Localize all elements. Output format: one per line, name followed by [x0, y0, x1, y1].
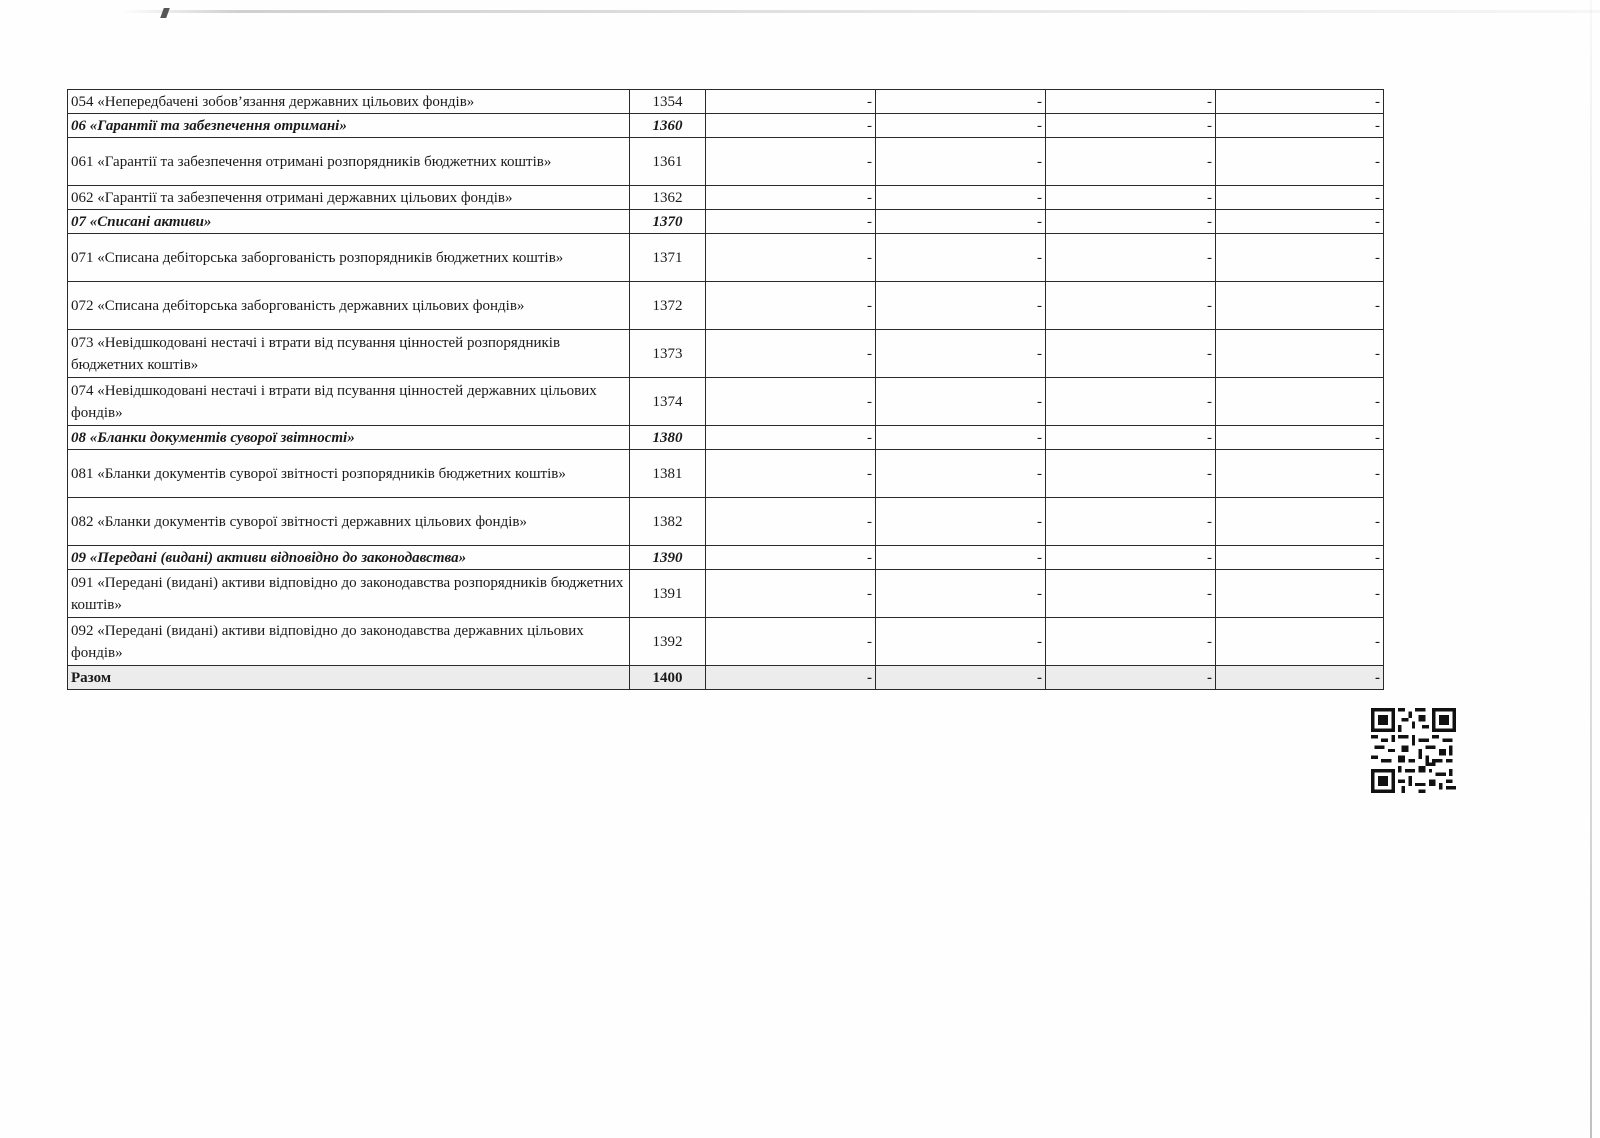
table-row: [68, 570, 1384, 618]
value-cell: -: [1046, 498, 1216, 546]
value-cell: -: [706, 114, 876, 138]
value-cell: -: [876, 210, 1046, 234]
value-cell: -: [706, 138, 876, 186]
line-code-cell: 1392: [630, 618, 706, 666]
value-cell: -: [1046, 210, 1216, 234]
value-cell: -: [706, 234, 876, 282]
table-row: [68, 450, 1384, 498]
line-code-cell: 1354: [630, 90, 706, 114]
value-cell: -: [876, 90, 1046, 114]
value-cell: -: [706, 618, 876, 666]
account-name-cell: 092 «Передані (видані) активи відповідно до законодавства державних цільових фондів»: [68, 618, 630, 666]
value-cell: -: [706, 546, 876, 570]
value-cell: -: [1216, 138, 1384, 186]
table-row: [68, 90, 1384, 114]
value-cell: -: [1046, 330, 1216, 378]
table-row: [68, 498, 1384, 546]
value-cell: -: [876, 450, 1046, 498]
account-name-cell: 082 «Бланки документів суворої звітності державних цільових фондів»: [68, 498, 630, 546]
table-row: [68, 330, 1384, 378]
account-name-cell: 091 «Передані (видані) активи відповідно до законодавства розпорядників бюджетних коштів»: [68, 570, 630, 618]
value-cell: -: [1216, 666, 1384, 690]
value-cell: -: [1216, 378, 1384, 426]
value-cell: -: [876, 378, 1046, 426]
scan-edge-top: [120, 10, 1600, 13]
account-name-cell: 054 «Непередбачені зобов’язання державних цільових фондів»: [68, 90, 630, 114]
table-row: [68, 282, 1384, 330]
group-row: [68, 210, 1384, 234]
line-code-cell: 1371: [630, 234, 706, 282]
value-cell: -: [876, 546, 1046, 570]
value-cell: -: [1046, 186, 1216, 210]
line-code-cell: 1373: [630, 330, 706, 378]
line-code-cell: 1361: [630, 138, 706, 186]
value-cell: -: [1216, 618, 1384, 666]
line-code-cell: 1382: [630, 498, 706, 546]
line-code-cell: 1362: [630, 186, 706, 210]
value-cell: -: [1046, 546, 1216, 570]
account-name-cell: 081 «Бланки документів суворої звітності розпорядників бюджетних коштів»: [68, 450, 630, 498]
value-cell: -: [876, 570, 1046, 618]
account-name-cell: 074 «Невідшкодовані нестачі і втрати від псування цінностей державних цільових фондів»: [68, 378, 630, 426]
value-cell: -: [876, 666, 1046, 690]
group-row: [68, 546, 1384, 570]
table-row: [68, 186, 1384, 210]
account-name-cell: 062 «Гарантії та забезпечення отримані державних цільових фондів»: [68, 186, 630, 210]
line-code-cell: 1391: [630, 570, 706, 618]
value-cell: -: [1046, 426, 1216, 450]
value-cell: -: [706, 498, 876, 546]
value-cell: -: [1046, 282, 1216, 330]
value-cell: -: [706, 450, 876, 498]
table-row: [68, 618, 1384, 666]
value-cell: -: [1046, 666, 1216, 690]
table-row: [68, 378, 1384, 426]
value-cell: -: [876, 618, 1046, 666]
line-code-cell: 1360: [630, 114, 706, 138]
value-cell: -: [1216, 210, 1384, 234]
value-cell: -: [1046, 570, 1216, 618]
value-cell: -: [1216, 330, 1384, 378]
value-cell: -: [706, 186, 876, 210]
value-cell: -: [706, 378, 876, 426]
line-code-cell: 1372: [630, 282, 706, 330]
value-cell: -: [876, 498, 1046, 546]
value-cell: -: [706, 426, 876, 450]
value-cell: -: [1216, 450, 1384, 498]
account-name-cell: 072 «Списана дебіторська заборгованість державних цільових фондів»: [68, 282, 630, 330]
value-cell: -: [876, 138, 1046, 186]
value-cell: -: [1216, 114, 1384, 138]
value-cell: -: [1216, 234, 1384, 282]
qr-code: [1371, 708, 1456, 793]
account-name-cell: Разом: [68, 666, 630, 690]
table-row: [68, 234, 1384, 282]
value-cell: -: [1046, 378, 1216, 426]
line-code-cell: 1381: [630, 450, 706, 498]
value-cell: -: [876, 282, 1046, 330]
value-cell: -: [1046, 618, 1216, 666]
value-cell: -: [1216, 282, 1384, 330]
account-name-cell: 073 «Невідшкодовані нестачі і втрати від псування цінностей розпорядників бюджетних коштів»: [68, 330, 630, 378]
value-cell: -: [1046, 138, 1216, 186]
value-cell: -: [1216, 546, 1384, 570]
value-cell: -: [706, 90, 876, 114]
line-code-cell: 1380: [630, 426, 706, 450]
total-row: [68, 666, 1384, 690]
account-name-cell: 08 «Бланки документів суворої звітності»: [68, 426, 630, 450]
value-cell: -: [1216, 570, 1384, 618]
line-code-cell: 1374: [630, 378, 706, 426]
value-cell: -: [1216, 90, 1384, 114]
value-cell: -: [706, 210, 876, 234]
line-code-cell: 1400: [630, 666, 706, 690]
value-cell: -: [876, 426, 1046, 450]
value-cell: -: [876, 186, 1046, 210]
scan-edge-right: [1590, 0, 1592, 1138]
value-cell: -: [876, 234, 1046, 282]
value-cell: -: [1046, 450, 1216, 498]
value-cell: -: [876, 330, 1046, 378]
value-cell: -: [1216, 186, 1384, 210]
value-cell: -: [1046, 90, 1216, 114]
account-name-cell: 06 «Гарантії та забезпечення отримані»: [68, 114, 630, 138]
value-cell: -: [706, 666, 876, 690]
group-row: [68, 114, 1384, 138]
value-cell: -: [876, 114, 1046, 138]
account-name-cell: 061 «Гарантії та забезпечення отримані розпорядників бюджетних коштів»: [68, 138, 630, 186]
value-cell: -: [1216, 498, 1384, 546]
value-cell: -: [1216, 426, 1384, 450]
value-cell: -: [1046, 114, 1216, 138]
account-name-cell: 071 «Списана дебіторська заборгованість розпорядників бюджетних коштів»: [68, 234, 630, 282]
account-name-cell: 07 «Списані активи»: [68, 210, 630, 234]
account-name-cell: 09 «Передані (видані) активи відповідно до законодавства»: [68, 546, 630, 570]
value-cell: -: [706, 330, 876, 378]
group-row: [68, 426, 1384, 450]
line-code-cell: 1370: [630, 210, 706, 234]
value-cell: -: [706, 570, 876, 618]
value-cell: -: [1046, 234, 1216, 282]
value-cell: -: [706, 282, 876, 330]
table-body: [68, 90, 1384, 690]
off-balance-accounts-table: [67, 89, 1384, 690]
line-code-cell: 1390: [630, 546, 706, 570]
table-row: [68, 138, 1384, 186]
